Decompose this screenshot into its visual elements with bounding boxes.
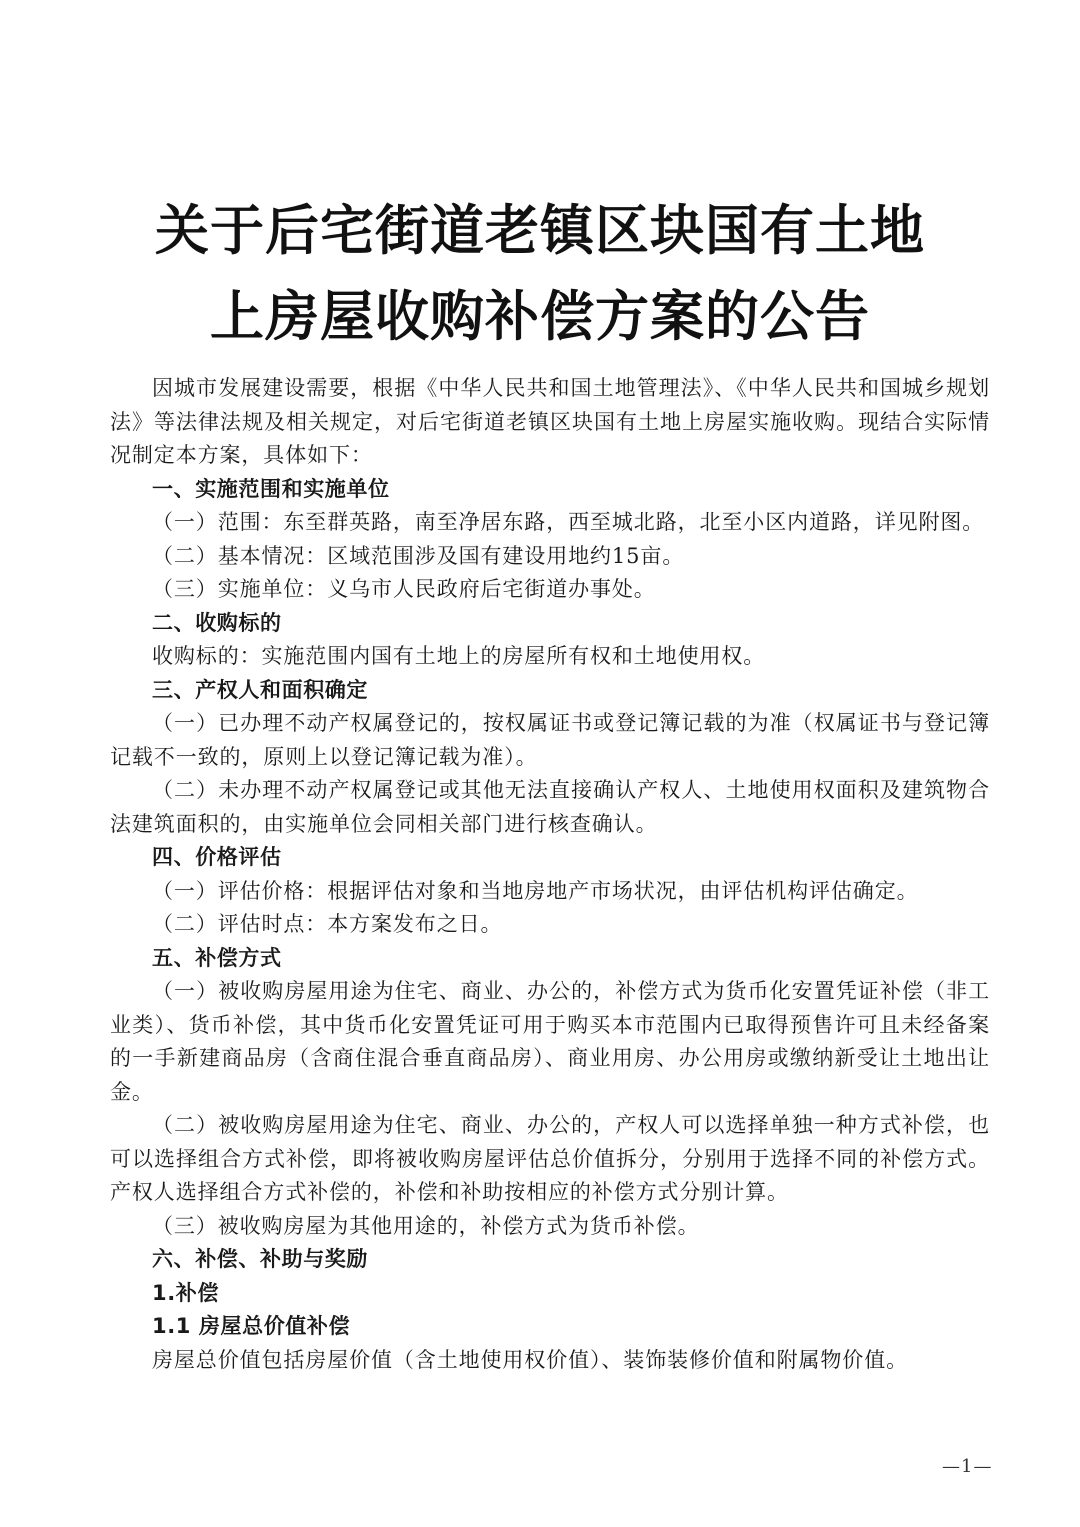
section-4-paragraph-2: （二）评估时点：本方案发布之日。 <box>152 912 503 936</box>
section-3-paragraph-1: （一）已办理不动产权属登记的，按权属证书或登记簿记载的为准（权属证书与登记簿记载不一致的，原则上以登记簿记载为准）。 <box>110 711 990 769</box>
title-line-2: 上房屋收购补偿方案的公告 <box>210 285 870 348</box>
section-6-subheading-1: 1.补偿 <box>152 1280 219 1305</box>
section-1-paragraph-1: （一）范围：东至群英路，南至净居东路，西至城北路，北至小区内道路，详见附图。 <box>152 510 985 534</box>
section-5-heading: 五、补偿方式 <box>152 945 282 970</box>
section-6-subheading-1-1: 1.1 房屋总价值补偿 <box>152 1314 351 1338</box>
section-5-paragraph-3: （三）被收购房屋为其他用途的，补偿方式为货币补偿。 <box>152 1213 700 1238</box>
section-5-paragraph-2: （二）被收购房屋用途为住宅、商业、办公的，产权人可以选择单独一种方式补偿，也可以选择组合方式补偿，即将被收购房屋评估总价值拆分，分别用于选择不同的补偿方式。产权人选择组合方式补偿的，补偿和补助按相应的补偿方式分别计算。 <box>110 1113 990 1204</box>
section-3-paragraph-2: （二）未办理不动产权属登记或其他无法直接确认产权人、土地使用权面积及建筑物合法建筑面积的，由实施单位会同相关部门进行核查确认。 <box>110 778 990 836</box>
section-2-heading: 二、收购标的 <box>152 610 282 635</box>
section-6-heading: 六、补偿、补助与奖励 <box>152 1247 368 1271</box>
section-1-heading: 一、实施范围和实施单位 <box>152 476 390 501</box>
section-5-paragraph-1: （一）被收购房屋用途为住宅、商业、办公的，补偿方式为货币化安置凭证补偿（非工业类）、货币补偿，其中货币化安置凭证可用于购买本市范围内已取得预售许可且未经备案的一手新建商品房（含商住混合垂直商品房）、商业用房、办公用房或缴纳新受让土地出让金。 <box>110 979 990 1104</box>
section-4-paragraph-1: （一）评估价格：根据评估对象和当地房地产市场状况，由评估机构评估确定。 <box>152 878 919 903</box>
section-1-paragraph-2: （二）基本情况：区域范围涉及国有建设用地约15亩。 <box>152 543 685 568</box>
title-line-1: 关于后宅街道老镇区块国有土地 <box>155 199 925 262</box>
section-2-paragraph-1: 收购标的：实施范围内国有土地上的房屋所有权和土地使用权。 <box>152 644 766 668</box>
section-4-heading: 四、价格评估 <box>152 845 282 869</box>
intro-paragraph: 因城市发展建设需要，根据《中华人民共和国土地管理法》、《中华人民共和国城乡规划法》等法律法规及相关规定，对后宅街道老镇区块国有土地上房屋实施收购。现结合实际情况制定本方案，具体如下： <box>110 376 990 467</box>
section-6-paragraph-1: 房屋总价值包括房屋价值（含土地使用权价值）、装饰装修价值和附属物价值。 <box>152 1347 908 1372</box>
section-3-heading: 三、产权人和面积确定 <box>152 677 368 702</box>
section-1-paragraph-3: （三）实施单位：义乌市人民政府后宅街道办事处。 <box>152 577 656 601</box>
page-number: —1— <box>942 1456 993 1477</box>
document-body <box>110 372 990 1377</box>
